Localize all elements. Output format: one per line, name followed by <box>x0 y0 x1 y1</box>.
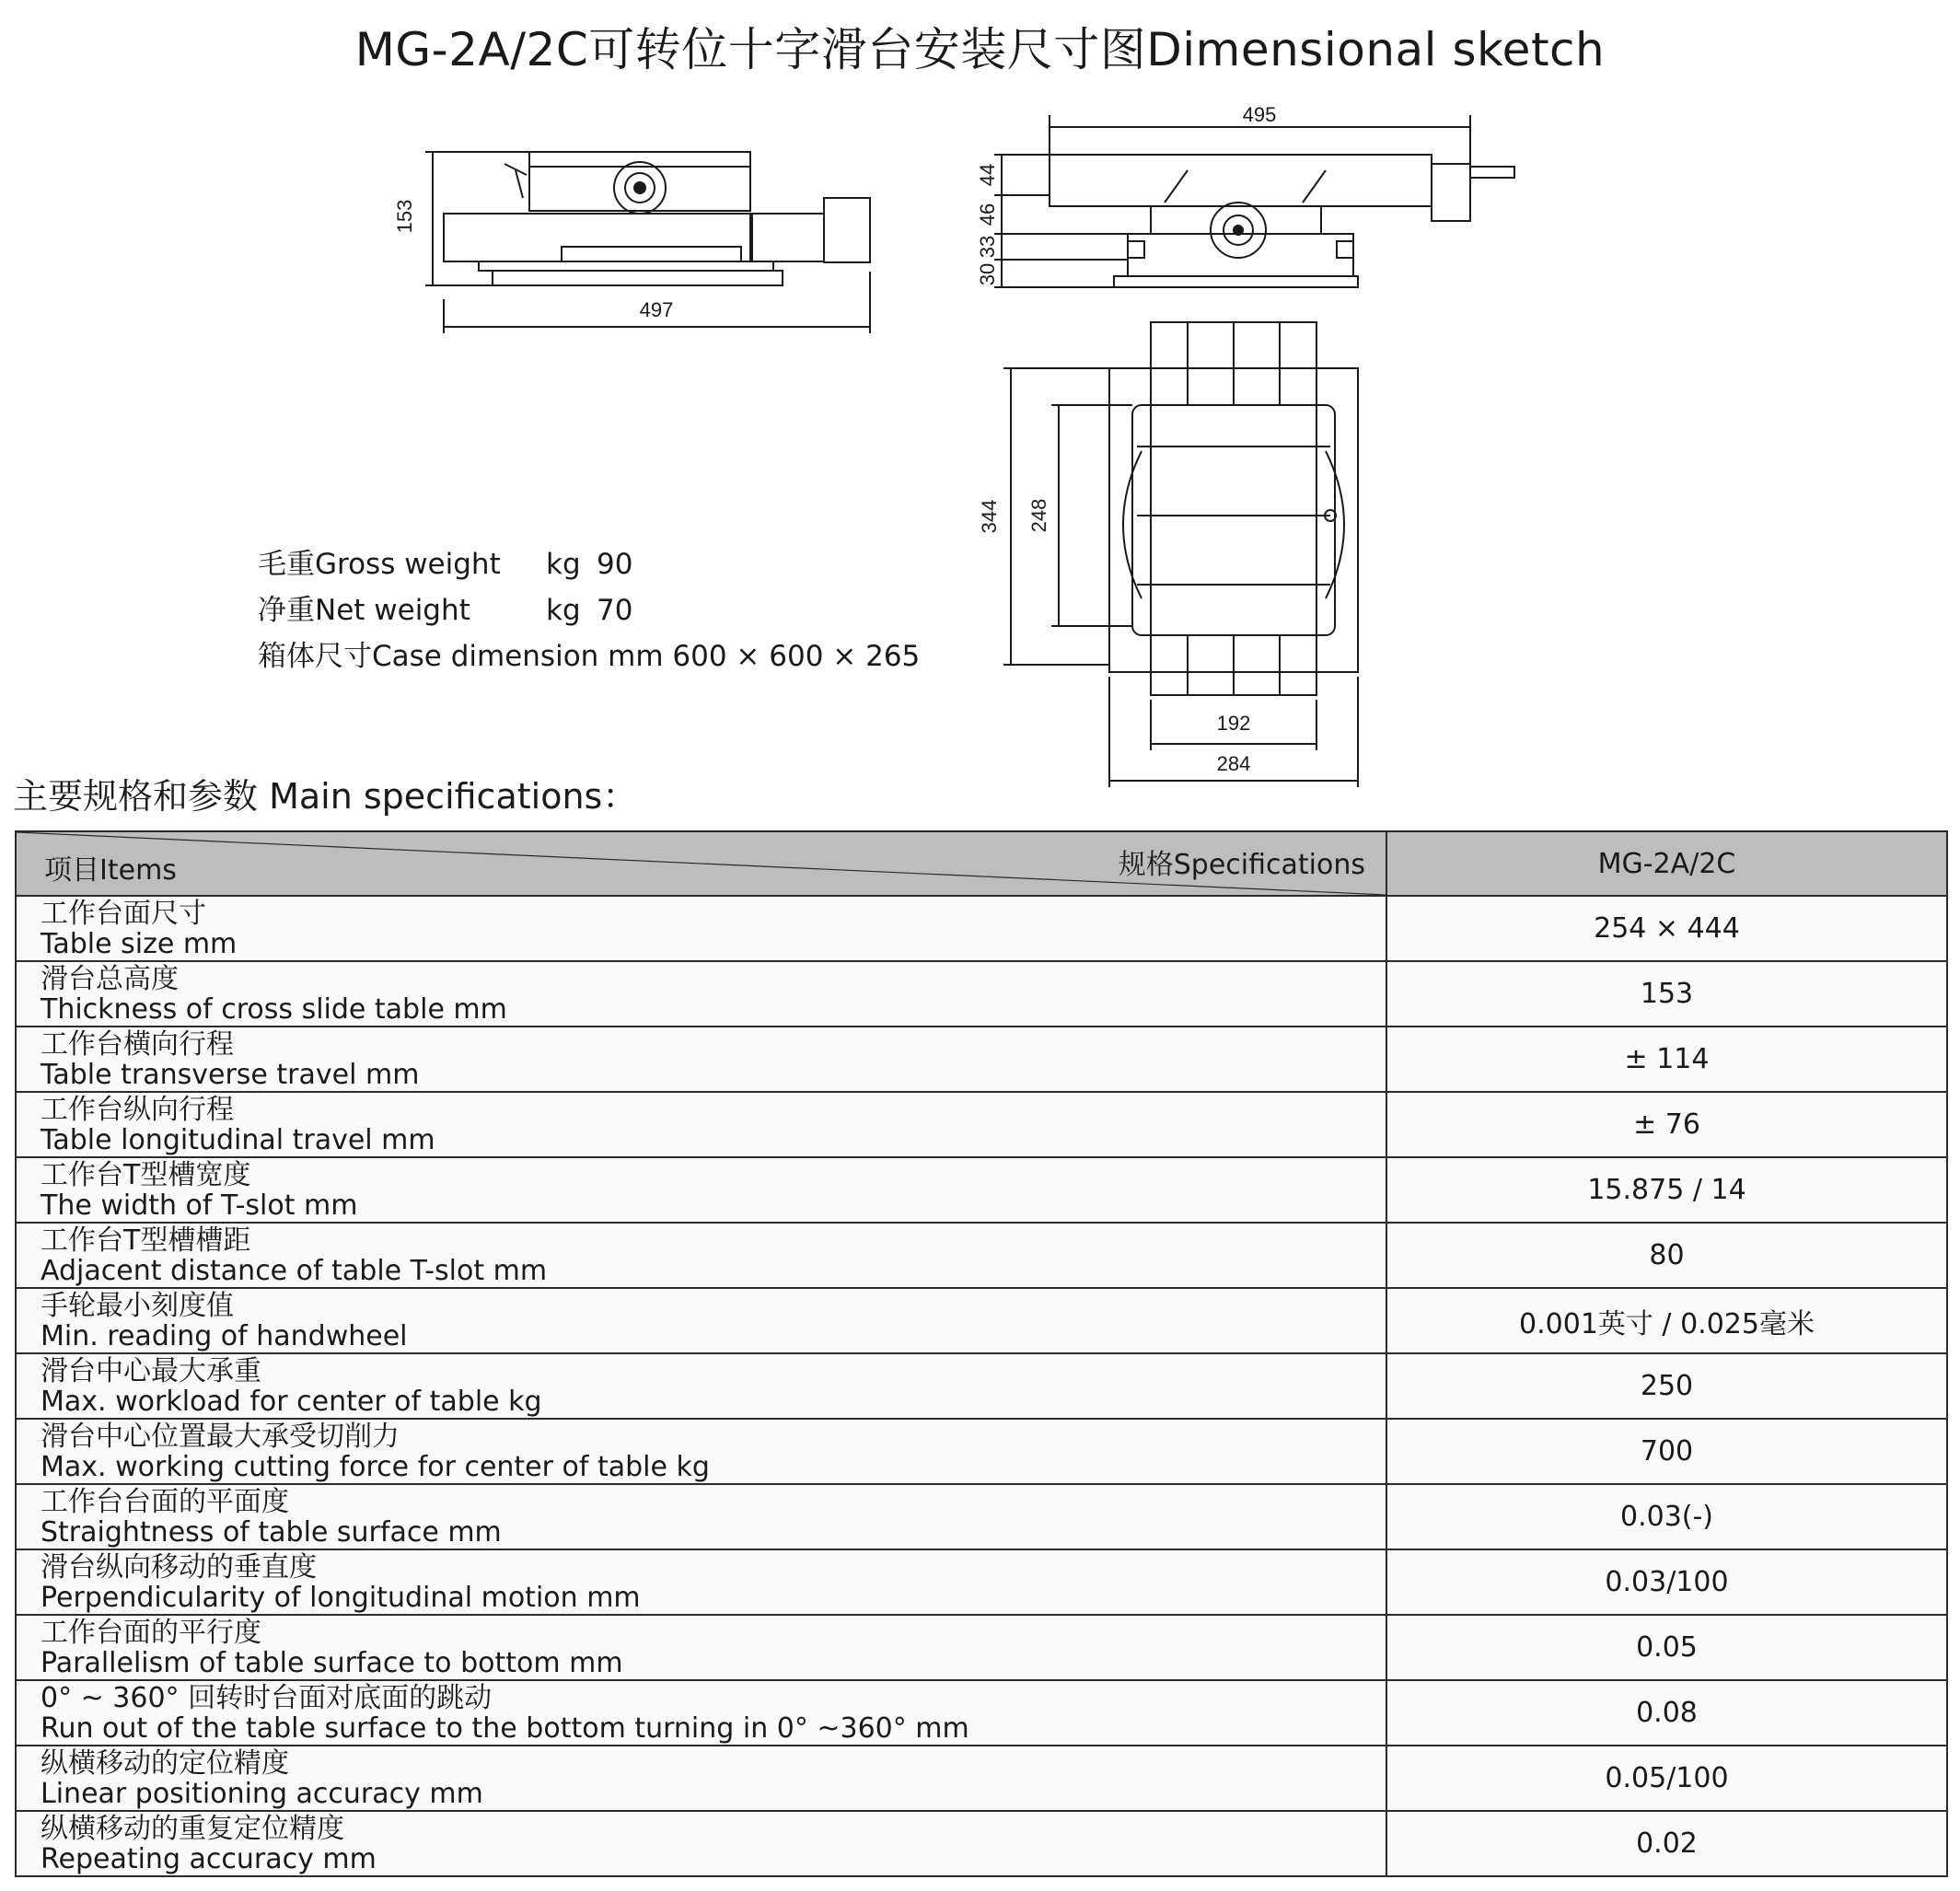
dim-plan-width-outer: 284 <box>1216 752 1251 775</box>
dim-plan-height-outer: 344 <box>978 499 1001 534</box>
gross-weight-value: 90 <box>597 548 633 581</box>
dim-front-h4: 30 <box>976 262 999 286</box>
dim-front-h1: 44 <box>976 163 999 187</box>
spec-item-cell <box>16 1746 1386 1811</box>
spec-item-cell <box>16 1027 1386 1092</box>
spec-item-en: Table size mm <box>41 928 238 960</box>
spec-item-en: Table longitudinal travel mm <box>41 1124 435 1156</box>
spec-value: 0.05 <box>1386 1615 1947 1680</box>
spec-item-en: Max. working cutting force for center of table kg <box>41 1451 710 1483</box>
spec-item-cell <box>16 1680 1386 1746</box>
side-view-drawing <box>444 152 870 285</box>
spec-item-cell <box>16 1353 1386 1419</box>
spec-item-cell <box>16 1549 1386 1615</box>
spec-value: 0.03/100 <box>1386 1549 1947 1615</box>
gross-weight-row <box>258 541 920 587</box>
case-dimension-label: 箱体尺寸Case dimension mm 600 × 600 × 265 <box>258 640 921 673</box>
plan-view-drawing <box>1109 322 1358 695</box>
table-row <box>16 1549 1947 1615</box>
dimensional-sketch <box>0 0 1960 801</box>
spec-value: 80 <box>1386 1223 1947 1288</box>
dim-plan-width-inner: 192 <box>1216 712 1251 735</box>
spec-item-zh: 工作台台面的平面度 <box>41 1486 289 1518</box>
dim-front-width: 495 <box>1242 103 1277 126</box>
spec-table-body <box>16 896 1947 1876</box>
spec-item-en: Repeating accuracy mm <box>41 1843 377 1875</box>
spec-item-zh: 工作台T型槽槽距 <box>41 1224 251 1257</box>
spec-item-zh: 纵横移动的重复定位精度 <box>41 1813 344 1845</box>
spec-item-en: Parallelism of table surface to bottom mm <box>41 1647 623 1679</box>
table-row <box>16 1157 1947 1223</box>
dim-side-height: 153 <box>393 199 416 234</box>
dim-side-width: 497 <box>639 298 674 321</box>
spec-value: 250 <box>1386 1353 1947 1419</box>
gross-weight-label: 毛重Gross weight <box>258 548 501 581</box>
table-row <box>16 1811 1947 1876</box>
table-row <box>16 961 1947 1027</box>
spec-item-zh: 工作台横向行程 <box>41 1028 234 1061</box>
spec-item-cell <box>16 1157 1386 1223</box>
weight-info <box>258 541 920 679</box>
spec-item-zh: 0° ~ 360° 回转时台面对底面的跳动 <box>41 1682 493 1714</box>
spec-item-cell <box>16 896 1386 961</box>
net-weight-unit: kg <box>546 594 581 627</box>
table-row <box>16 1288 1947 1353</box>
spec-item-cell <box>16 1288 1386 1353</box>
table-header-row <box>16 831 1947 896</box>
spec-item-cell <box>16 1419 1386 1484</box>
net-weight-label: 净重Net weight <box>258 594 470 627</box>
spec-item-en: Min. reading of handwheel <box>41 1320 408 1352</box>
spec-value: ± 114 <box>1386 1027 1947 1092</box>
spec-item-zh: 纵横移动的定位精度 <box>41 1747 289 1780</box>
table-row <box>16 896 1947 961</box>
spec-value: ± 76 <box>1386 1092 1947 1157</box>
spec-item-en: Run out of the table surface to the bottom turning in 0° ~360° mm <box>41 1712 969 1745</box>
table-row <box>16 1615 1947 1680</box>
spec-item-zh: 滑台中心最大承重 <box>41 1355 261 1387</box>
spec-value: 0.001英寸 / 0.025毫米 <box>1386 1288 1947 1353</box>
spec-item-en: Table transverse travel mm <box>41 1059 420 1091</box>
spec-heading: 主要规格和参数 Main specifications： <box>13 776 638 817</box>
spec-item-zh: 工作台纵向行程 <box>41 1094 234 1126</box>
header-items: 项目Items <box>44 854 177 887</box>
spec-item-zh: 滑台纵向移动的垂直度 <box>41 1551 317 1584</box>
spec-value: 0.02 <box>1386 1811 1947 1876</box>
table-row <box>16 1419 1947 1484</box>
spec-value: 153 <box>1386 961 1947 1027</box>
table-row <box>16 1223 1947 1288</box>
net-weight-value: 70 <box>597 594 633 627</box>
dim-front-h2: 46 <box>976 203 999 226</box>
table-row <box>16 1353 1947 1419</box>
table-row <box>16 1092 1947 1157</box>
table-row <box>16 1680 1947 1746</box>
spec-table <box>15 830 1948 1877</box>
spec-item-cell <box>16 1615 1386 1680</box>
dim-front-h3: 33 <box>976 235 999 259</box>
spec-item-zh: 工作台T型槽宽度 <box>41 1159 251 1191</box>
header-items-specs <box>16 831 1386 896</box>
spec-item-en: Straightness of table surface mm <box>41 1516 502 1549</box>
spec-item-zh: 工作台面尺寸 <box>41 898 206 930</box>
spec-item-zh: 工作台面的平行度 <box>41 1617 261 1649</box>
spec-item-zh: 滑台中心位置最大承受切削力 <box>41 1421 400 1453</box>
spec-item-cell <box>16 961 1386 1027</box>
spec-item-en: Linear positioning accuracy mm <box>41 1778 483 1810</box>
spec-value: 0.05/100 <box>1386 1746 1947 1811</box>
spec-item-en: Max. workload for center of table kg <box>41 1386 542 1418</box>
spec-item-en: Thickness of cross slide table mm <box>41 993 507 1026</box>
table-row <box>16 1746 1947 1811</box>
spec-value: 0.08 <box>1386 1680 1947 1746</box>
spec-item-en: The width of T-slot mm <box>41 1189 358 1222</box>
case-dimension-row <box>258 633 920 679</box>
spec-value: 15.875 / 14 <box>1386 1157 1947 1223</box>
spec-value: 700 <box>1386 1419 1947 1484</box>
spec-item-cell <box>16 1092 1386 1157</box>
spec-item-zh: 滑台总高度 <box>41 963 179 995</box>
spec-item-cell <box>16 1223 1386 1288</box>
spec-value: 254 × 444 <box>1386 896 1947 961</box>
spec-item-en: Adjacent distance of table T-slot mm <box>41 1255 548 1287</box>
spec-item-cell <box>16 1811 1386 1876</box>
front-view-drawing <box>1050 155 1514 287</box>
header-specifications: 规格Specifications <box>1118 849 1365 881</box>
spec-item-zh: 手轮最小刻度值 <box>41 1290 234 1322</box>
spec-value: 0.03(-) <box>1386 1484 1947 1549</box>
spec-item-cell <box>16 1484 1386 1549</box>
spec-item-en: Perpendicularity of longitudinal motion mm <box>41 1582 641 1614</box>
dim-plan-height-inner: 248 <box>1027 498 1050 533</box>
gross-weight-unit: kg <box>546 548 581 581</box>
header-model: MG-2A/2C <box>1386 831 1947 896</box>
net-weight-row <box>258 587 920 633</box>
page-title: MG-2A/2C可转位十字滑台安装尺寸图Dimensional sketch <box>354 23 1606 76</box>
table-row <box>16 1027 1947 1092</box>
table-row <box>16 1484 1947 1549</box>
